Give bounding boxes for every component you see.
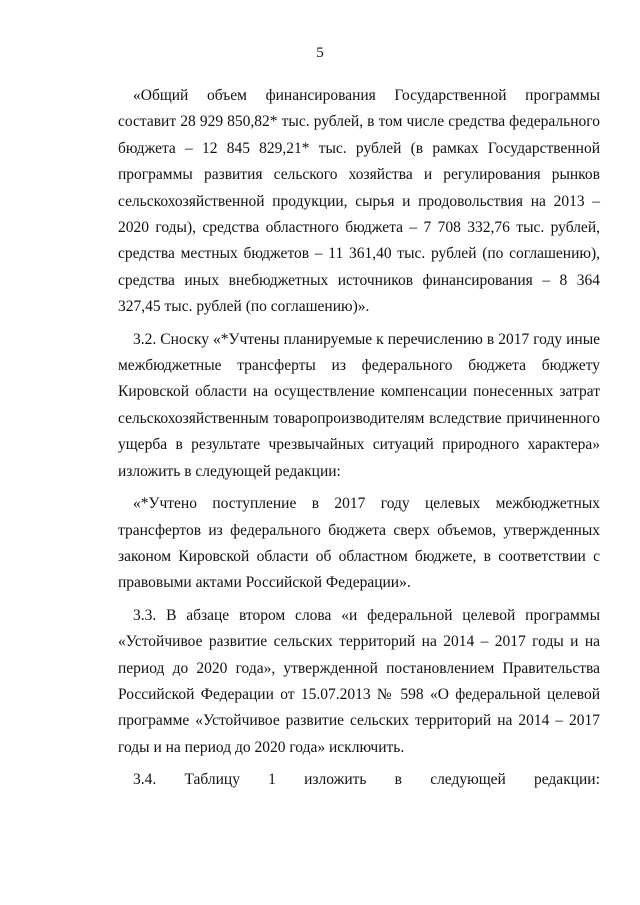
paragraph-3-4-word: редакции: bbox=[534, 771, 600, 789]
paragraph-3-2: 3.2. Сноску «*Учтены планируемые к перечислению в 2017 году иные межбюджетные трансферты из федерального бюджета бюджету Кировской области на осуществление компенсации понесенных затрат сельскохозяйственным товаропроизводителям вследствие причиненного ущерба в результате чрезвычайных ситуаций природного характера» изложить в следующей редакции: bbox=[118, 330, 600, 480]
paragraph-3-4-word: в bbox=[394, 771, 402, 789]
paragraph-financing: «Общий объем финансирования Государственной программы составит 28 929 850,82* тыс. рублей, в том числе средства федерального бюджета – 12 845 829,21* тыс. рублей (в рамках Государственной программы развития сельского хозяйства и регулирования рынков сельскохозяйственной продукции, сырья и продовольствия на 2013 – 2020 годы), средства областного бюджета – 7 708 332,76 тыс. рублей, средства местных бюджетов – 11 361,40 тыс. рублей (по соглашению), средства иных внебюджетных источников финансирования – 8 364 327,45 тыс. рублей (по соглашению)». bbox=[118, 87, 600, 316]
paragraph-3-3: 3.3. В абзаце втором слова «и федеральной целевой программы «Устойчивое развитие сельских территорий на 2014 – 2017 годы и на период до 2020 года», утвержденной постановлением Правительства Российской Федерации от 15.07.2013 № 598 «О федеральной целевой программе «Устойчивое развитие сельских территорий на 2014 – 2017 годы и на период до 2020 года» исключить. bbox=[118, 606, 600, 756]
paragraph-3-4-word: Таблицу bbox=[184, 771, 240, 789]
paragraph-3-4-word: изложить bbox=[304, 771, 367, 789]
document-body bbox=[118, 83, 600, 794]
paragraph-3-4-word: следующей bbox=[430, 771, 506, 789]
paragraph-footnote-quote: «*Учтено поступление в 2017 году целевых межбюджетных трансфертов из федерального бюджета сверх объемов, утвержденных законом Кировской области об областном бюджете, в соответствии с правовыми актами Российской Федерации». bbox=[118, 495, 600, 592]
paragraph-3-4-word: 1 bbox=[268, 771, 276, 789]
paragraph-3-4-word: 3.4. bbox=[133, 771, 157, 789]
paragraph-3-4 bbox=[118, 767, 600, 793]
page-number: 5 bbox=[316, 45, 324, 61]
